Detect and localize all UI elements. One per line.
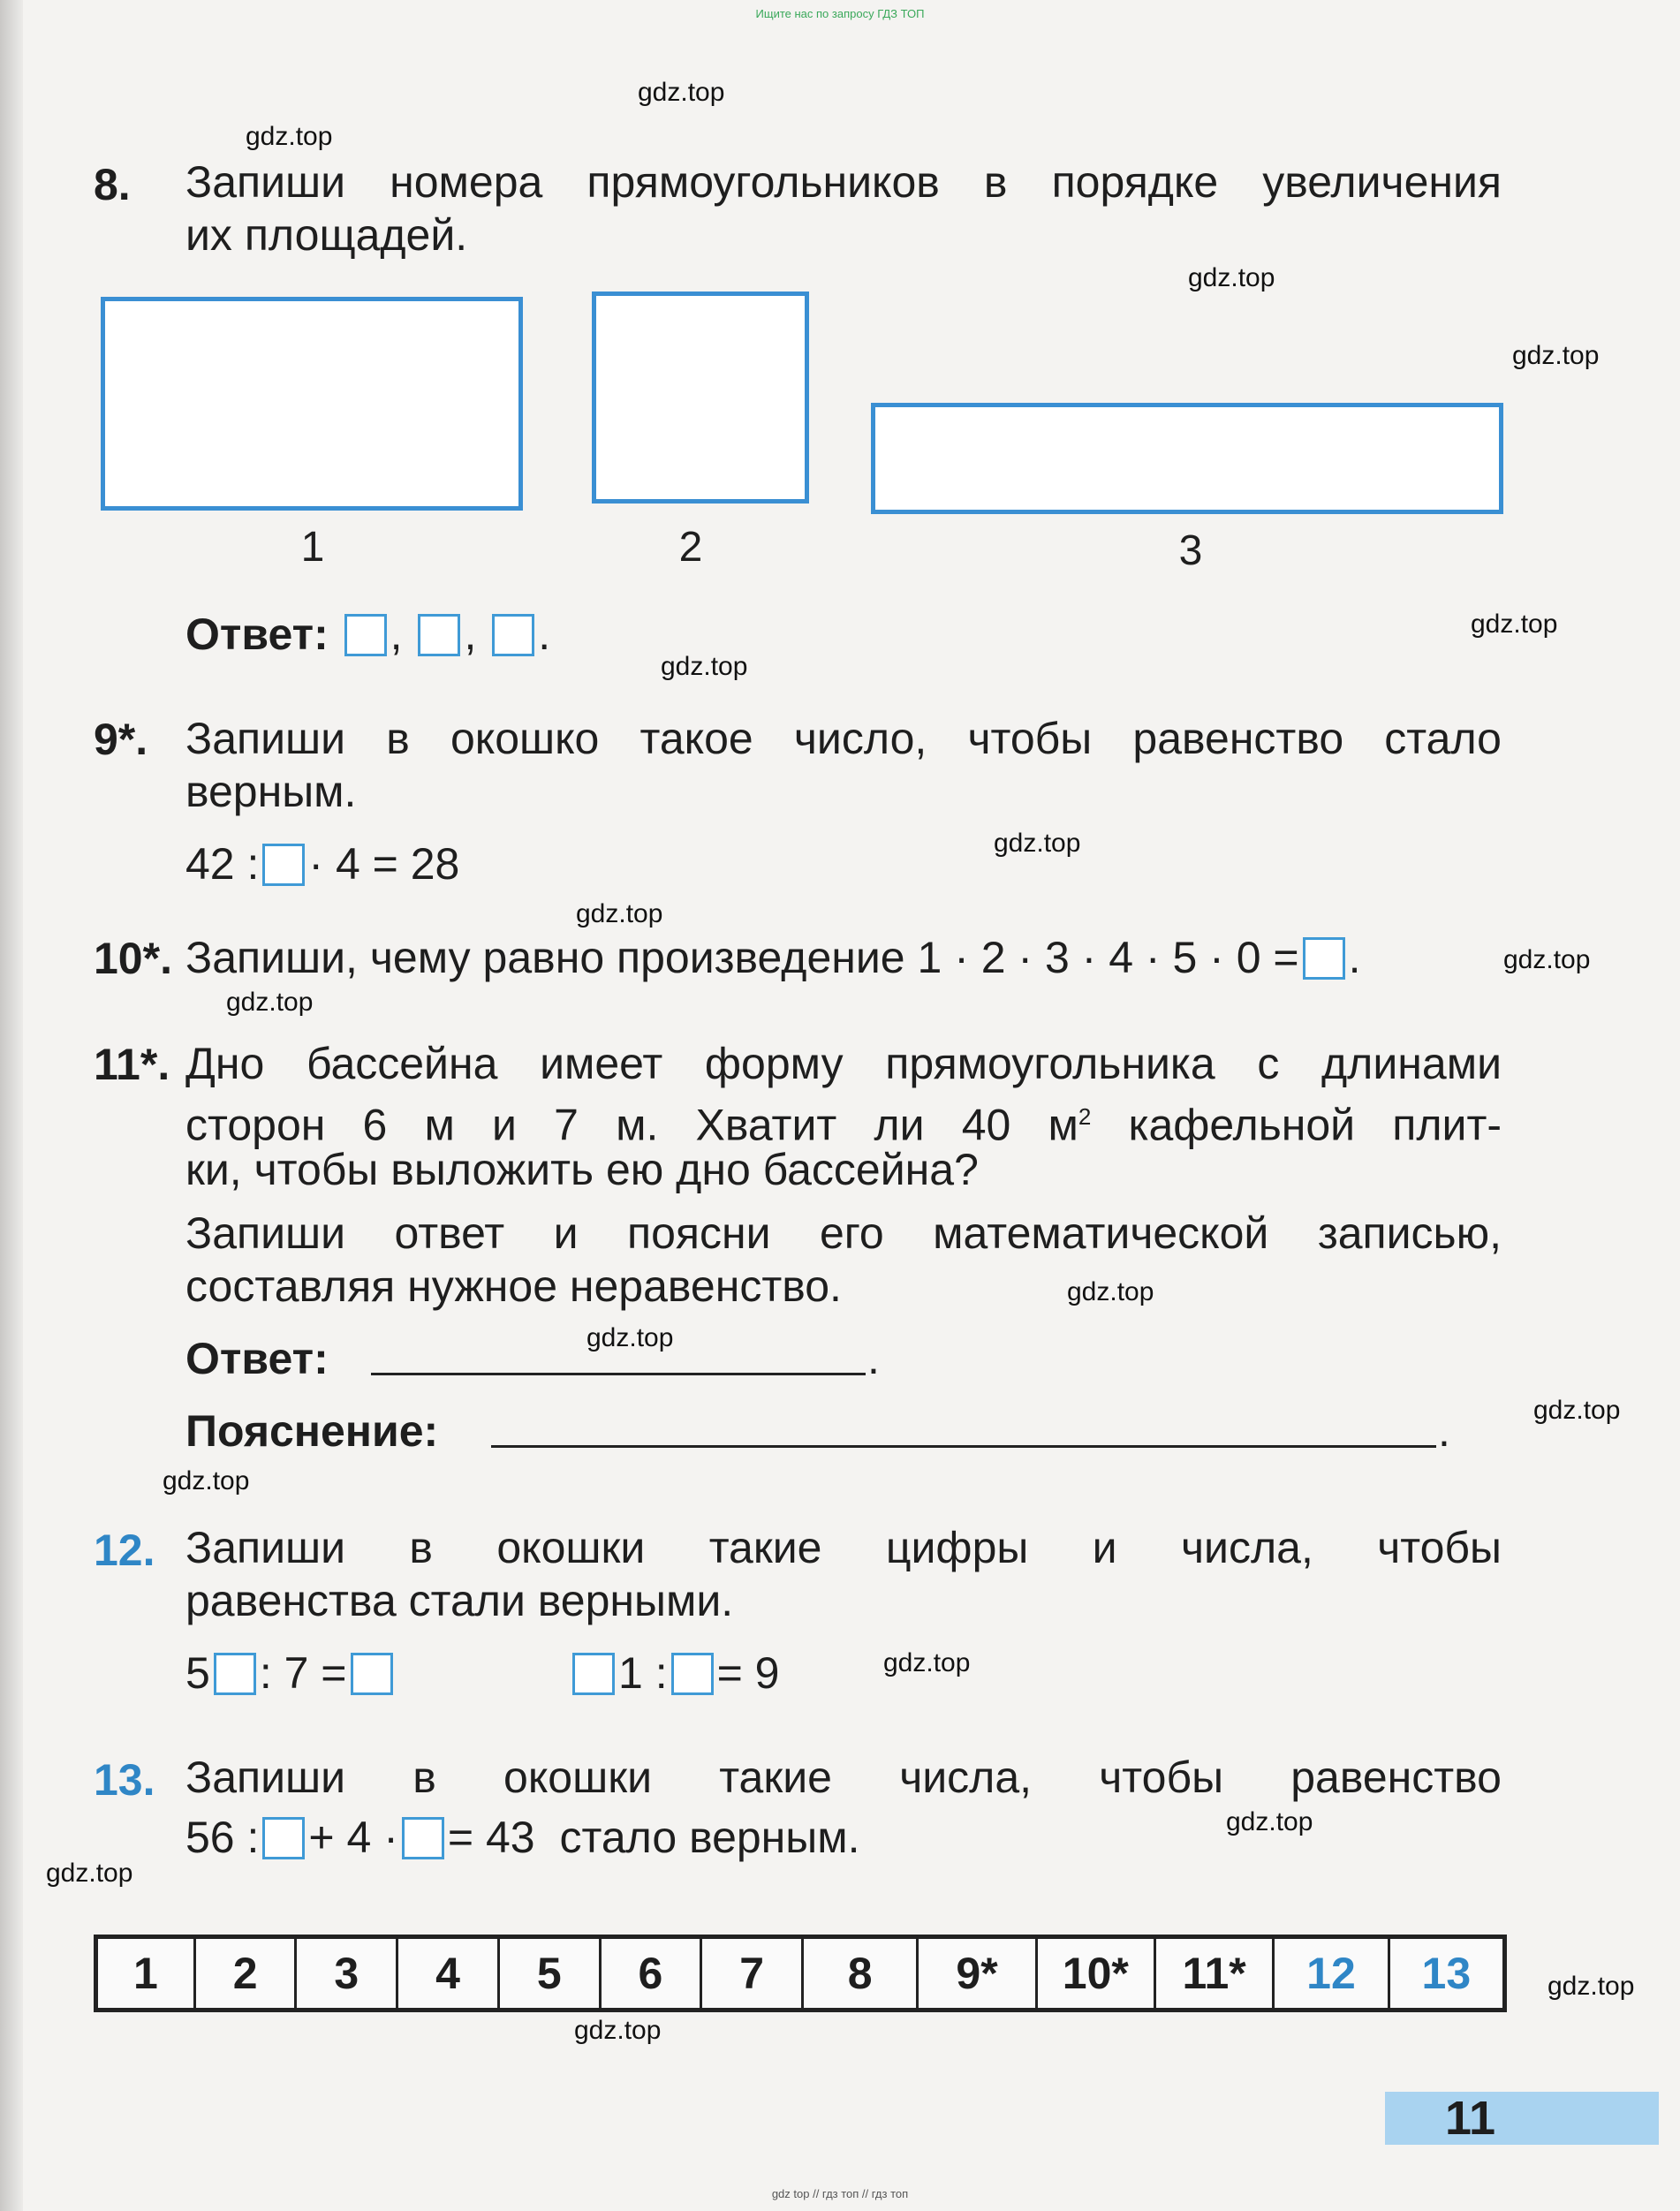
equation xyxy=(185,1647,397,1700)
bottom-banner: gdz top // гдз топ // гдз топ xyxy=(771,2187,909,2200)
strip-cell: 9* xyxy=(919,1939,1037,2008)
equation xyxy=(569,1647,780,1700)
explanation-line[interactable] xyxy=(491,1445,1436,1448)
answer-label: Ответ: xyxy=(185,610,329,659)
watermark: gdz.top xyxy=(638,78,725,107)
answer-box[interactable] xyxy=(214,1653,256,1695)
strip-cell: 7 xyxy=(702,1939,804,2008)
strip-cell: 5 xyxy=(500,1939,602,2008)
rectangle-3 xyxy=(871,403,1503,514)
watermark: gdz.top xyxy=(46,1859,133,1888)
task-number: 12. xyxy=(94,1526,155,1575)
answer-box[interactable] xyxy=(262,844,305,886)
strip-cell: 11* xyxy=(1156,1939,1275,2008)
equation xyxy=(185,837,459,890)
task-text xyxy=(185,931,1510,984)
task-text: Дно бассейна имеет форму прямоугольника с длинами xyxy=(185,1039,1502,1088)
answer-box[interactable] xyxy=(402,1817,444,1859)
separator: , xyxy=(464,610,477,659)
watermark: gdz.top xyxy=(163,1466,250,1495)
watermark: gdz.top xyxy=(226,988,314,1017)
task-progress-strip xyxy=(94,1935,1507,2012)
equation-part: 1 : xyxy=(618,1648,668,1698)
equation-part: : 7 = xyxy=(259,1648,347,1698)
task-number: 13. xyxy=(94,1755,155,1805)
task-number: 9*. xyxy=(94,715,148,764)
rectangle-1 xyxy=(101,297,523,511)
top-banner: Ищите нас по запросу ГДЗ ТОП xyxy=(755,7,925,20)
equation-part: · 4 = 28 xyxy=(308,839,460,889)
equation-part: + 4 · xyxy=(308,1813,398,1862)
watermark: gdz.top xyxy=(1067,1277,1154,1306)
separator: , xyxy=(390,610,403,659)
task-number: 10*. xyxy=(94,934,172,983)
strip-cell: 10* xyxy=(1038,1939,1156,2008)
page-binding-edge xyxy=(0,0,23,2211)
task-number: 8. xyxy=(94,160,131,209)
watermark: gdz.top xyxy=(574,2016,662,2045)
answer-box[interactable] xyxy=(1303,937,1345,980)
watermark: gdz.top xyxy=(1548,1972,1635,2001)
answer-row xyxy=(185,608,550,661)
strip-cell: 3 xyxy=(297,1939,398,2008)
equation-part: 42 : xyxy=(185,839,260,889)
rectangle-label: 1 xyxy=(300,524,325,571)
task-text: их площадей. xyxy=(185,210,468,260)
strip-cell: 6 xyxy=(602,1939,703,2008)
task-text-part: Запиши, чему равно произведение 1 · 2 · 3 · 4 · 5 · 0 = xyxy=(185,933,1299,982)
task-text: сторон 6 м и 7 м. Хватит ли 40 $м^2$ кафельной плит- xyxy=(185,1100,1502,1150)
separator: . xyxy=(1438,1406,1450,1456)
watermark: gdz.top xyxy=(1533,1396,1621,1425)
answer-box[interactable] xyxy=(351,1653,393,1695)
answer-box[interactable] xyxy=(492,614,534,656)
page-number: 11 xyxy=(1385,2092,1659,2145)
watermark: gdz.top xyxy=(586,1323,674,1352)
answer-box[interactable] xyxy=(418,614,460,656)
watermark: gdz.top xyxy=(1188,263,1275,292)
separator: . xyxy=(867,1334,880,1383)
explanation-label: Пояснение: xyxy=(185,1406,439,1456)
task-text: Запиши в окошки такие цифры и числа, чтобы xyxy=(185,1523,1502,1572)
answer-box[interactable] xyxy=(344,614,387,656)
strip-cell: 1 xyxy=(98,1939,196,2008)
strip-cell: 13 xyxy=(1421,1949,1472,1998)
strip-cell: 4 xyxy=(398,1939,500,2008)
rectangle-label: 3 xyxy=(1178,527,1203,574)
equation-part: = 43 xyxy=(447,1813,535,1862)
task-text: составляя нужное неравенство. xyxy=(185,1261,842,1311)
separator: . xyxy=(1348,933,1361,982)
answer-label: Ответ: xyxy=(185,1334,329,1383)
task-text: Запиши в окошки такие числа, чтобы равенство xyxy=(185,1753,1502,1802)
rectangle-label: 2 xyxy=(678,524,703,571)
equation-part: 5 xyxy=(185,1648,210,1698)
task-text: Запиши в окошко такое число, чтобы равенство стало xyxy=(185,714,1502,763)
watermark: gdz.top xyxy=(994,829,1081,858)
watermark: gdz.top xyxy=(1503,945,1591,974)
task-text: Запиши номера прямоугольников в порядке увеличения xyxy=(185,157,1502,207)
task-text: верным. xyxy=(185,767,357,816)
answer-box[interactable] xyxy=(572,1653,615,1695)
watermark: gdz.top xyxy=(1226,1807,1313,1836)
separator: . xyxy=(538,610,551,659)
watermark: gdz.top xyxy=(883,1648,971,1677)
task-text: Запиши ответ и поясни его математической записью, xyxy=(185,1208,1502,1258)
task-text-part: стало верным. xyxy=(559,1813,860,1862)
strip-cell: 8 xyxy=(804,1939,919,2008)
strip-cell: 2 xyxy=(196,1939,298,2008)
watermark: gdz.top xyxy=(1471,610,1558,639)
equation-part: 56 : xyxy=(185,1813,260,1862)
watermark: gdz.top xyxy=(661,652,748,681)
equation xyxy=(185,1811,860,1864)
answer-box[interactable] xyxy=(262,1817,305,1859)
equation-part: = 9 xyxy=(716,1648,780,1698)
answer-line[interactable] xyxy=(371,1373,866,1375)
strip-cell: 12 xyxy=(1275,1939,1389,2008)
watermark: gdz.top xyxy=(246,122,333,151)
watermark: gdz.top xyxy=(1512,341,1600,370)
rectangle-2 xyxy=(592,292,809,504)
task-text: равенства стали верными. xyxy=(185,1576,734,1625)
watermark: gdz.top xyxy=(576,899,663,928)
answer-box[interactable] xyxy=(671,1653,714,1695)
task-number: 11*. xyxy=(94,1040,170,1089)
task-text: ки, чтобы выложить ею дно бассейна? xyxy=(185,1145,979,1194)
